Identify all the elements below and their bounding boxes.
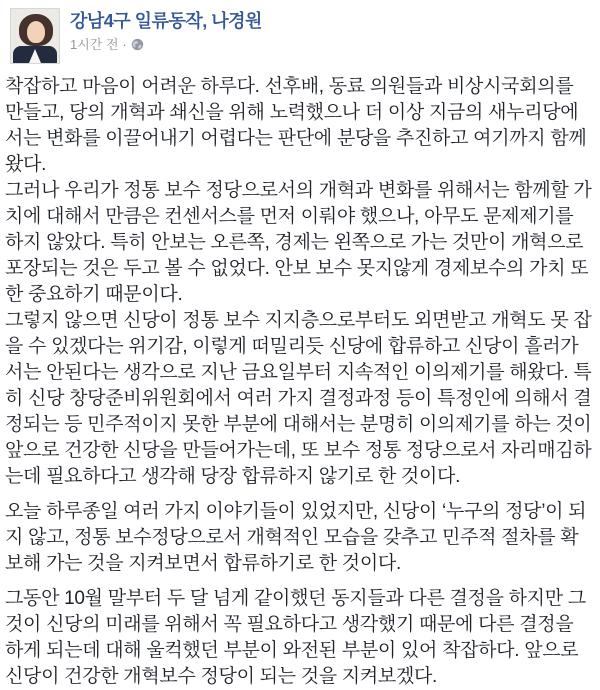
post-meta-row	[70, 38, 262, 51]
profile-avatar[interactable]	[10, 8, 60, 64]
post-header	[0, 0, 600, 70]
timestamp-link[interactable]: 1시간 전	[70, 36, 119, 52]
post-paragraph: 착잡하고 마음이 어려운 하루다. 선후배, 동료 의원들과 비상시국회의를 만들고, 당의 개혁과 쇄신을 위해 노력했으나 더 이상 지금의 새누리당에서는 변화를 이끌어내기 어렵다는 판단에 분당을 추진하고 여기까지 함께 왔다.	[5, 76, 587, 175]
avatar-face-shape	[27, 21, 45, 43]
post-paragraph: 그러나 우리가 정통 보수 정당으로서의 개혁과 변화를 위해서는 함께할 가치에 대해서 만큼은 컨센서스를 먼저 이뤄야 했으나, 아무도 문제제기를 하지 않았다. 특히 안보는 오른쪽, 경제는 왼쪽으로 가는 것만이 개혁으로 포장되는 것은 두고 볼 수 없었다. 안보 보수 못지않게 경제보수의 가치 또한 중요하기 때문이다.	[5, 180, 592, 305]
profile-name-link[interactable]: 강남4구 일류동작, 나경원	[70, 11, 262, 31]
post-paragraph: 오늘 하루종일 여러 가지 이야기들이 있었지만, 신당이 ‘누구의 정당’이 되지 않고, 정통 보수정당으로서 개혁적인 모습을 갖추고 민주적 절차를 확보해 가는 것을 지켜보면서 합류하기로 한 것이다.	[5, 501, 587, 574]
post-paragraph: 그동안 10월 말부터 두 달 넘게 같이했던 동지들과 다른 결정을 하지만 그것이 신당의 미래를 위해서 꼭 필요하다고 생각했기 때문에 다른 결정을 하게 되는데 대해 울컥했던 부분이 와전된 부분이 있어 착잡하다. 앞으로 신당이 건강한 개혁보수 정당이 되는 것을 지켜보겠다.	[5, 588, 586, 687]
post-header-text	[70, 8, 262, 51]
post-body-text	[0, 70, 600, 690]
globe-privacy-icon	[131, 38, 144, 51]
avatar-shirt-shape	[29, 49, 41, 63]
post-paragraph: 그렇지 않으면 신당이 정통 보수 지지층으로부터도 외면받고 개혁도 못 잡을 수 있겠다는 위기감, 이렇게 떠밀리듯 신당에 합류하고 신당이 흘러가서는 안된다는 생각으로 지난 금요일부터 지속적인 이의제기를 해왔다. 특히 신당 창당준비위원회에서 여러 가지 결정과정 등이 특정인에 의해서 결정되는 등 민주적이지 못한 부분에 대해서는 분명히 이의제기를 하는 것이 앞으로 건강한 신당을 만들어가는데, 또 보수 정통 정당으로서 자리매김하는데 필요하다고 생각해 당장 합류하지 않기로 한 것이다.	[5, 310, 592, 487]
meta-separator: ·	[122, 36, 127, 52]
